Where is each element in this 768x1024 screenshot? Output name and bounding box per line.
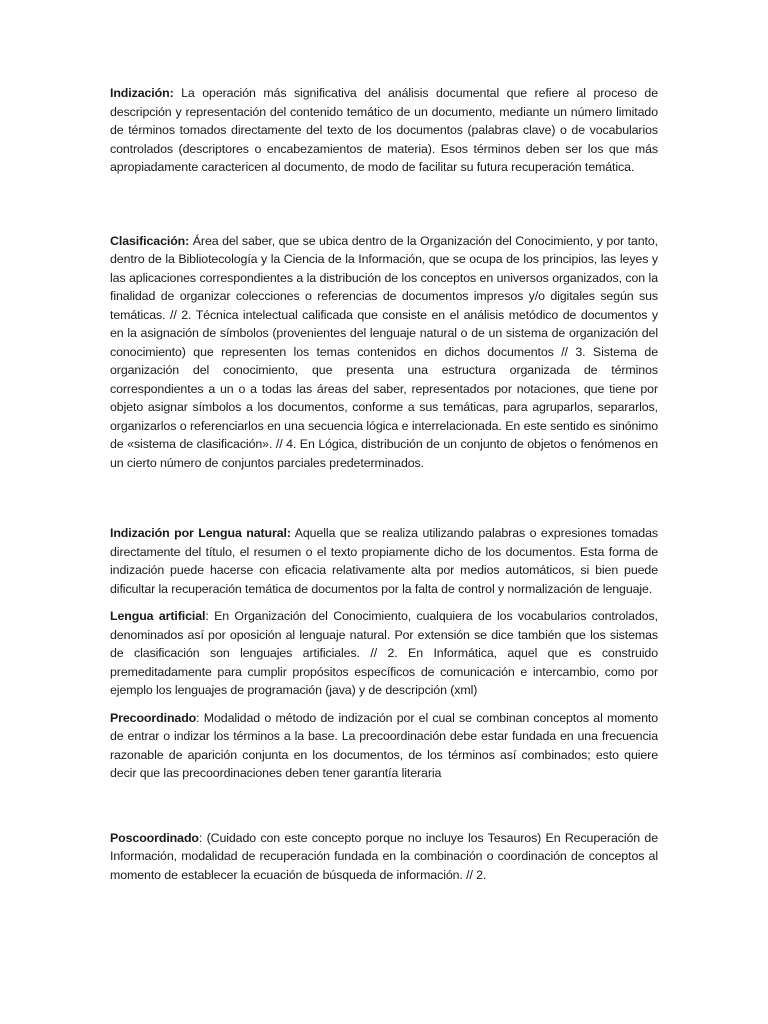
definition-indizacion-lengua-natural bbox=[110, 524, 658, 598]
definition-precoordinado bbox=[110, 709, 658, 783]
definition-text-precoordinado: : Modalidad o método de indización por el cual se combinan conceptos al momento de entrar o indizar los términos a la base. La precoordinación debe estar fundada en una frecuencia razonable de aparición conjunta en los documentos, de los términos así combinados; esto quiere decir que las precoordinaciones deben tener garantía literaria bbox=[110, 710, 658, 780]
definition-text-indizacion: La operación más significativa del análisis documental que refiere al proceso de descripción y representación del contenido temático de un documento, mediante un número limitado de términos tomados directamente del texto de los documentos (palabras clave) o de vocabularios controlados (descriptores o encabezamientos de materia). Esos términos deben ser los que más apropiadamente caractericen al documento, de modo de facilitar su futura recuperación temática. bbox=[110, 86, 658, 174]
definition-clasificacion bbox=[110, 232, 658, 473]
paragraph-spacer bbox=[110, 472, 658, 524]
definition-indizacion bbox=[110, 84, 658, 177]
definition-lengua-artificial bbox=[110, 607, 658, 700]
paragraph-spacer bbox=[110, 783, 658, 829]
definition-text-lengua-artificial: : En Organización del Conocimiento, cualquiera de los vocabularios controlados, denominados así por oposición al lenguaje natural. Por extensión se dice también que los sistemas de clasificación son lenguajes artificiales. // 2. En Informática, aquel que es construido premeditadamente para cumplir propósitos específicos de comunicación e intercambio, como por ejemplo los lenguajes de programación (java) y de descripción (xml) bbox=[110, 609, 658, 697]
paragraph-spacer bbox=[110, 177, 658, 232]
term-lengua-artificial: Lengua artificial bbox=[110, 609, 206, 623]
term-indizacion-lengua-natural: Indización por Lengua natural: bbox=[110, 526, 291, 540]
term-indizacion: Indización: bbox=[110, 86, 174, 100]
definition-text-indizacion-lengua-natural: Aquella que se realiza utilizando palabras o expresiones tomadas directamente del título, el resumen o el texto propiamente dicho de los documentos. Esta forma de indización puede hacerse con eficacia relativamente alta por medios automáticos, si bien puede dificultar la recuperación temática de documentos por la falta de control y normalización de lenguaje. bbox=[110, 526, 658, 596]
term-precoordinado: Precoordinado bbox=[110, 710, 197, 725]
definition-text-clasificacion: Área del saber, que se ubica dentro de la Organización del Conocimiento, y por tanto, dentro de la Bibliotecología y la Ciencia de la Información, que se ocupa de los principios, las leyes y las aplicaciones correspondientes a la distribución de los conceptos en universos organizados, con la finalidad de organizar colecciones o referencias de documentos impresos y/o digitales según sus temáticas. // 2. Técnica intelectual calificada que consiste en el análisis metódico de documentos y en la asignación de símbolos (provenientes del lenguaje natural o de un sistema de organización del conocimiento) que representen los temas contenidos en dichos documentos // 3. Sistema de organización del conocimiento, que presenta una estructura organizada de términos correspondientes a un o a todas las áreas del saber, representados por notaciones, que tiene por objeto asignar símbolos a los documentos, conforme a sus temáticas, para agruparlos, separarlos, organizarlos o referenciarlos en una secuencia lógica e interrelacionada. En este sentido es sinónimo de «sistema de clasificación». // 4. En Lógica, distribución de un conjunto de objetos o fenómenos en un cierto número de conjuntos parciales predeterminados. bbox=[110, 233, 658, 470]
document-page bbox=[110, 84, 658, 1024]
definition-text-poscoordinado: : (Cuidado con este concepto porque no incluye los Tesauros) En Recuperación de Información, modalidad de recuperación fundada en la combinación o coordinación de conceptos al momento de establecer la ecuación de búsqueda de información. // 2. bbox=[110, 830, 658, 882]
definition-poscoordinado bbox=[110, 829, 658, 885]
term-poscoordinado: Poscoordinado bbox=[110, 830, 199, 845]
paragraph-spacer bbox=[110, 598, 658, 607]
term-clasificacion: Clasificación: bbox=[110, 233, 190, 248]
paragraph-spacer bbox=[110, 700, 658, 709]
